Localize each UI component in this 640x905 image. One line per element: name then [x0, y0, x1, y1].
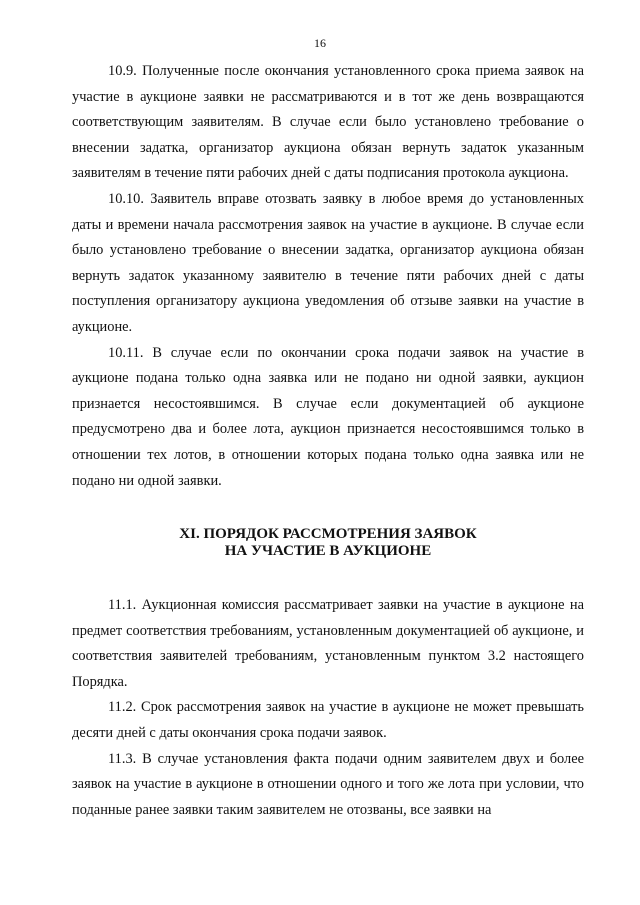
section-heading-line-1: XI. ПОРЯДОК РАССМОТРЕНИЯ ЗАЯВОК [179, 526, 477, 543]
document-body [72, 59, 584, 823]
paragraph-10-9: 10.9. Полученные после окончания установленного срока приема заявок на участие в аукционе заявки не рассматриваются и в тот же день возвращаются соответствующим заявителям. В случае если было установлено требование о внесении задатка, организатор аукциона обязан вернуть задаток указанным заявителям в течение пяти рабочих дней с даты подписания протокола аукциона. [72, 63, 584, 182]
page-number: 16 [314, 36, 326, 50]
paragraph-10-10: 10.10. Заявитель вправе отозвать заявку в любое время до установленных даты и времени начала рассмотрения заявок на участие в аукционе. В случае если было установлено требование о внесении задатка, организатор аукциона обязан вернуть задаток указанному заявителю в течение пяти рабочих дней с даты поступления организатору аукциона уведомления об отзыве заявки на участие в аукционе. [72, 190, 584, 335]
section-heading-line-2: НА УЧАСТИЕ В АУКЦИОНЕ [224, 543, 432, 560]
paragraph-11-1: 11.1. Аукционная комиссия рассматривает заявки на участие в аукционе на предмет соответствия требованиям, установленным документацией об аукционе, и соответствия заявителей требованиям, установленным пунктом 3.2 настоящего Порядка. [72, 597, 584, 690]
paragraph-11-2: 11.2. Срок рассмотрения заявок на участие в аукционе не может превышать десяти дней с даты окончания срока подачи заявок. [72, 699, 584, 742]
paragraph-10-11: 10.11. В случае если по окончании срока подачи заявок на участие в аукционе подана только одна заявка или не подано ни одной заявки, аукцион признается несостоявшимся. В случае если документацией об аукционе предусмотрено два и более лота, аукцион признается несостоявшимся только в отношении тех лотов, в отношении которых подана только одна заявка или не подано ни одной заявки. [72, 344, 584, 489]
paragraph-11-3: 11.3. В случае установления факта подачи одним заявителем двух и более заявок на участие в аукционе в отношении одного и того же лота при условии, что поданные ранее заявки таким заявителем не отозваны, все заявки на [72, 750, 584, 818]
section-heading [72, 526, 584, 560]
